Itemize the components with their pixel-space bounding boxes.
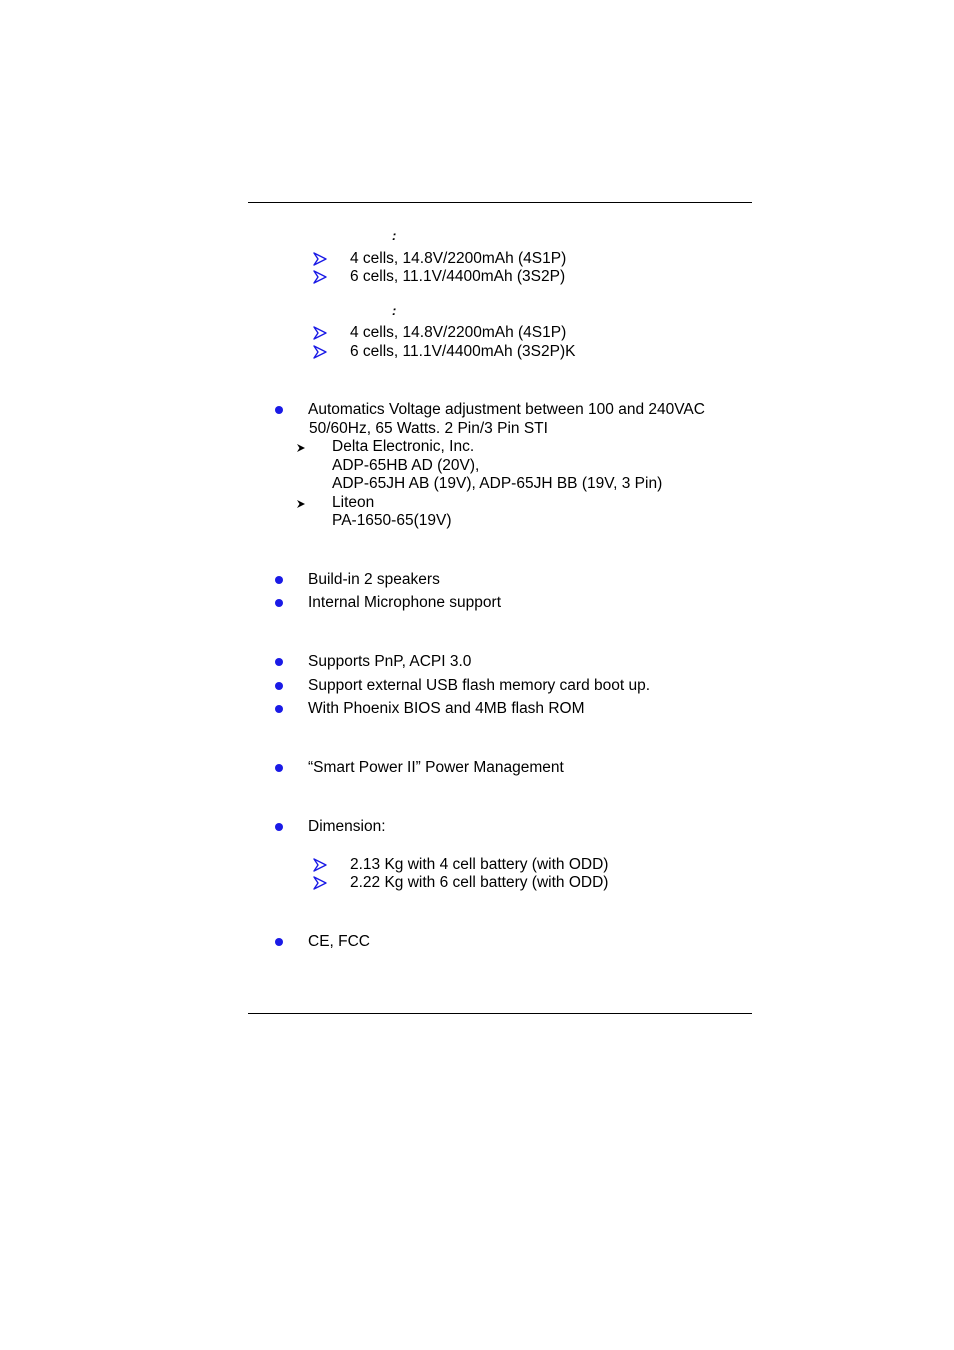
bullet-dot-icon — [275, 823, 283, 831]
bios-item: Supports PnP, ACPI 3.0 — [308, 653, 472, 670]
battery-a-item: 4 cells, 14.8V/2200mAh (4S1P) — [350, 250, 567, 267]
weight-item: 2.13 Kg with 4 cell battery (with ODD) — [350, 856, 609, 873]
power-item: “Smart Power II” Power Management — [308, 759, 564, 776]
arrow-bullet-icon — [296, 443, 306, 453]
adapter-vendor-name: Delta Electronic, Inc. — [332, 438, 475, 455]
bullet-dot-icon — [275, 576, 283, 584]
arrow-bullet-icon — [313, 252, 327, 266]
weight-item: 2.22 Kg with 6 cell battery (with ODD) — [350, 874, 609, 891]
adapter-vendor-model: PA-1650-65(19V) — [332, 512, 452, 529]
arrow-bullet-icon — [313, 876, 327, 890]
bullet-dot-icon — [275, 764, 283, 772]
bullet-dot-icon — [275, 705, 283, 713]
arrow-bullet-icon — [313, 858, 327, 872]
arrow-bullet-icon — [313, 270, 327, 284]
bottom-rule — [248, 1013, 752, 1014]
battery-a-item: 6 cells, 11.1V/4400mAh (3S2P) — [350, 268, 566, 285]
adapter-line: 50/60Hz, 65 Watts. 2 Pin/3 Pin STI — [309, 420, 548, 437]
bios-item: With Phoenix BIOS and 4MB flash ROM — [308, 700, 585, 717]
battery-a-colon: : — [392, 228, 397, 243]
adapter-line: Automatics Voltage adjustment between 100 and 240VAC — [308, 401, 705, 418]
bullet-dot-icon — [275, 406, 283, 414]
arrow-bullet-icon — [313, 326, 327, 340]
battery-b-item: 6 cells, 11.1V/4400mAh (3S2P)K — [350, 343, 576, 360]
arrow-bullet-icon — [313, 345, 327, 359]
adapter-vendor-name: Liteon — [332, 494, 375, 511]
battery-b-item: 4 cells, 14.8V/2200mAh (4S1P) — [350, 324, 567, 341]
arrow-bullet-icon — [296, 499, 306, 509]
bullet-dot-icon — [275, 658, 283, 666]
bios-item: Support external USB flash memory card boot up. — [308, 677, 651, 694]
bullet-dot-icon — [275, 938, 283, 946]
adapter-vendor-model: ADP-65JH AB (19V), ADP-65JH BB (19V, 3 Pin) — [332, 475, 663, 492]
audio-item: Build-in 2 speakers — [308, 571, 440, 588]
bullet-dot-icon — [275, 682, 283, 690]
dimension-label: Dimension: — [308, 818, 386, 835]
bullet-dot-icon — [275, 599, 283, 607]
certification-item: CE, FCC — [308, 933, 370, 950]
adapter-vendor-model: ADP-65HB AD (20V), — [332, 457, 480, 474]
top-rule — [248, 202, 752, 203]
audio-item: Internal Microphone support — [308, 594, 502, 611]
battery-b-colon: : — [392, 303, 397, 318]
